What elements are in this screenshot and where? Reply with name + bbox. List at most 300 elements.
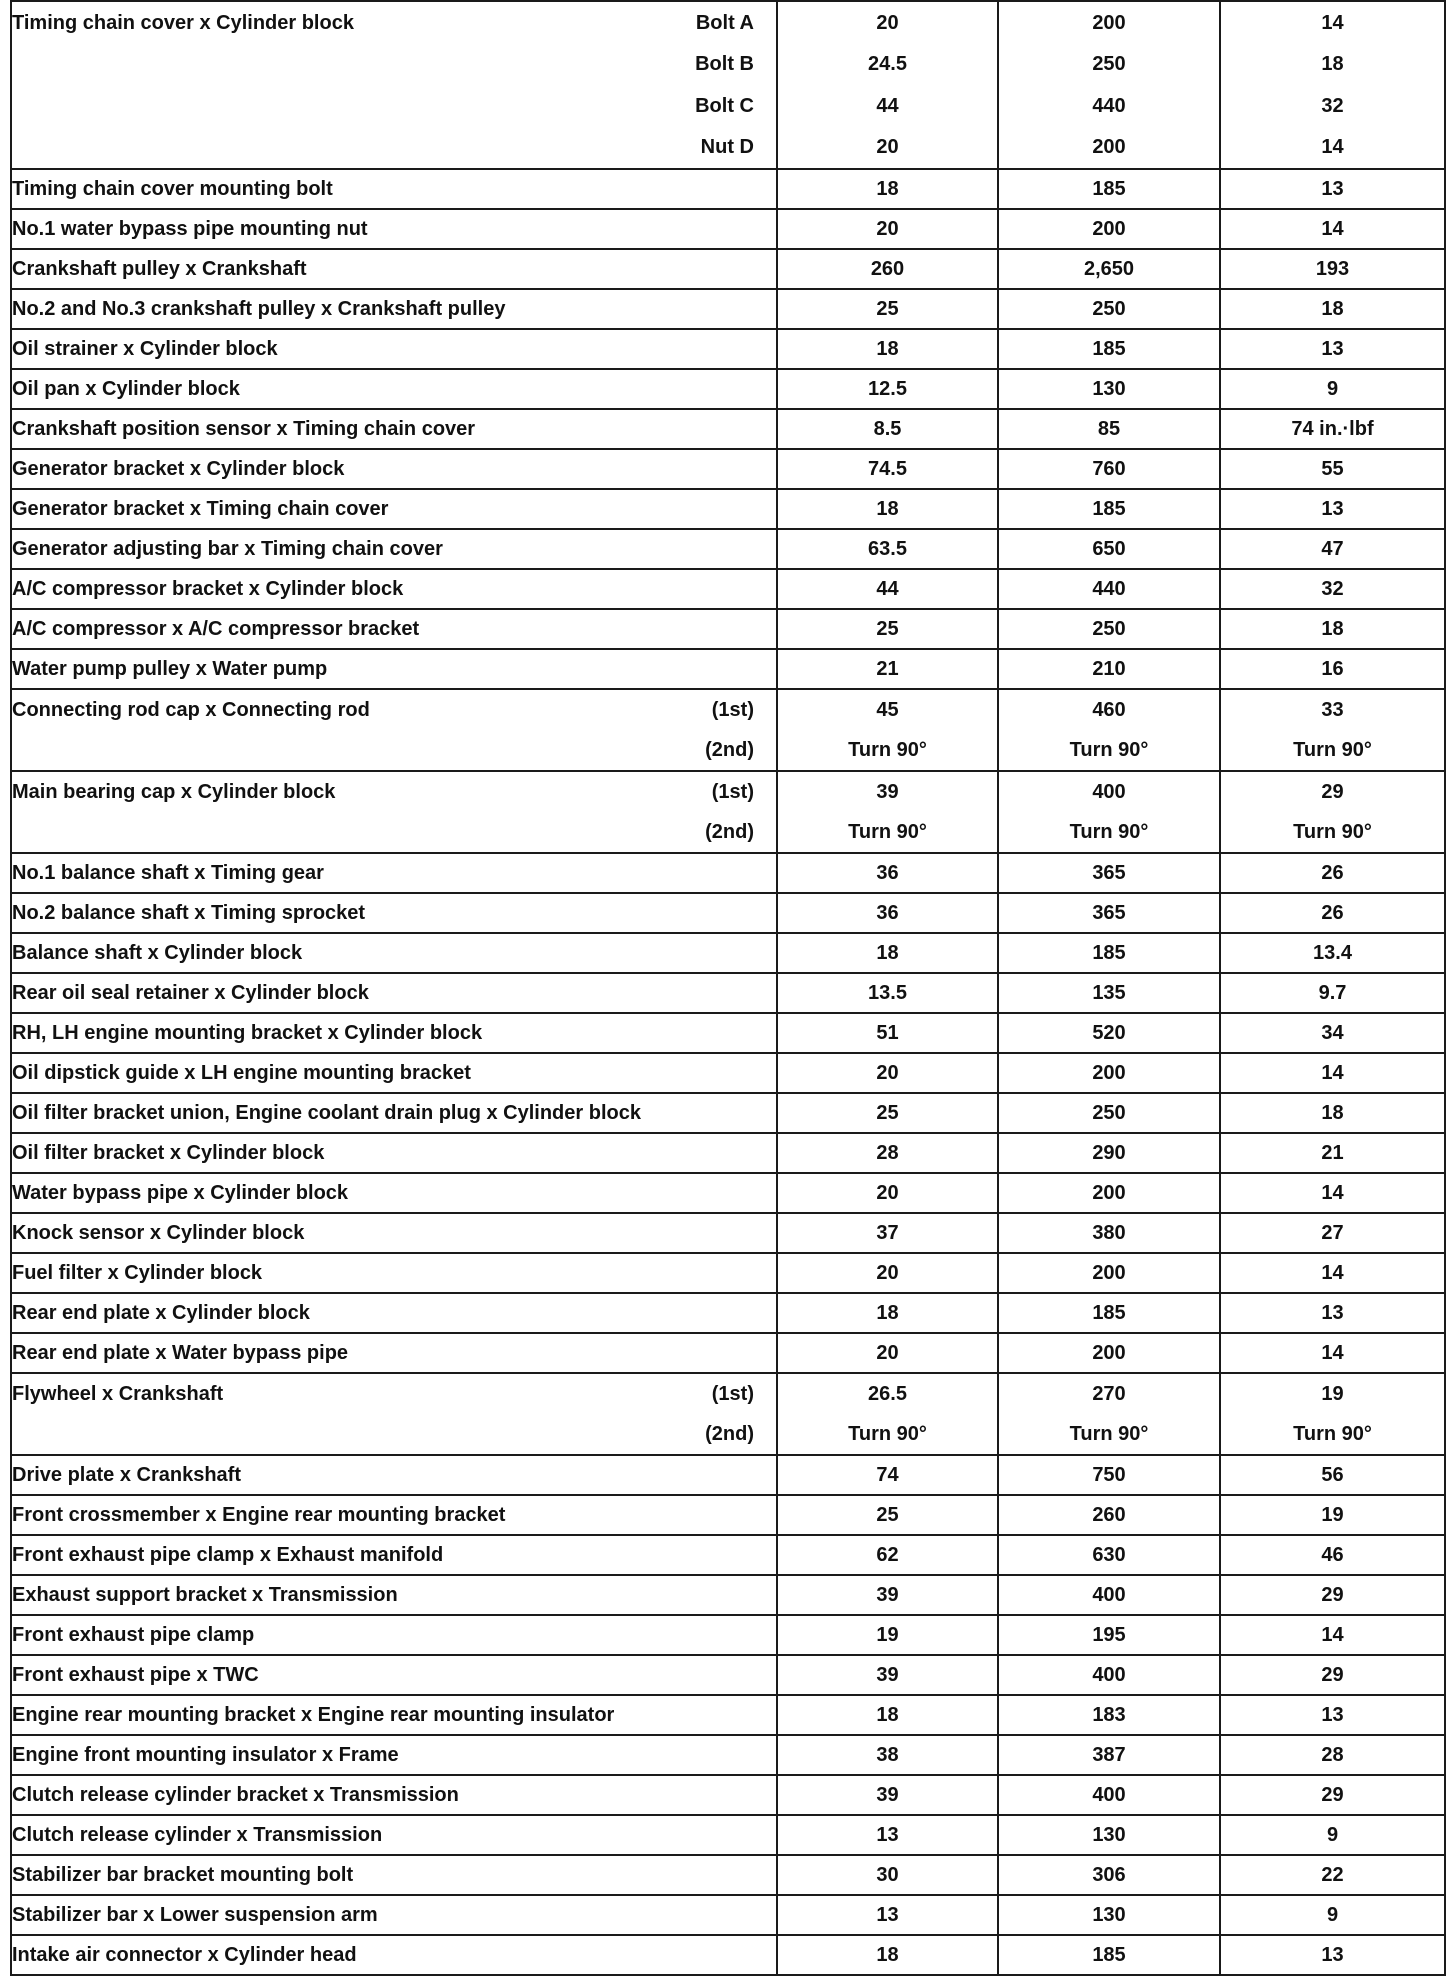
fastener-step-label: (2nd): [705, 821, 754, 843]
torque-nm-cell: 30: [777, 1855, 998, 1895]
table-row: [11, 1253, 1445, 1293]
fastener-step-label: Bolt C: [695, 94, 754, 117]
part-name-cell: [11, 169, 777, 209]
part-name: Oil dipstick guide x LH engine mounting bracket: [12, 1062, 471, 1084]
part-name: No.1 balance shaft x Timing gear: [12, 862, 324, 884]
part-name: Engine rear mounting bracket x Engine rear mounting insulator: [12, 1704, 615, 1726]
torque-nm-cell: 20: [777, 1053, 998, 1093]
torque-kgf-cm-cell: 260: [998, 1495, 1220, 1535]
part-name: No.1 water bypass pipe mounting nut: [12, 218, 368, 240]
torque-nm-cell: 25: [777, 609, 998, 649]
part-name: Generator adjusting bar x Timing chain cover: [12, 538, 443, 560]
torque-nm-cell: 63.5: [777, 529, 998, 569]
part-name-cell: [11, 609, 777, 649]
part-name-cell: [11, 249, 777, 289]
torque-kgf-cm-cell: 387: [998, 1735, 1220, 1775]
part-name-cell: [11, 369, 777, 409]
torque-ft-lbf-cell: 13: [1220, 489, 1445, 529]
torque-nm-cell: 18: [777, 1695, 998, 1735]
torque-ft-lbf-cell: 14: [1220, 1053, 1445, 1093]
torque-kgf-cm-cell: 306: [998, 1855, 1220, 1895]
torque-value: 200: [1092, 11, 1126, 34]
torque-kgf-cm-cell: 400: [998, 1655, 1220, 1695]
torque-kgf-cm-cell: 365: [998, 893, 1220, 933]
torque-ft-lbf-cell: 13: [1220, 169, 1445, 209]
table-row: [11, 1615, 1445, 1655]
torque-kgf-cm-cell: 200: [998, 1053, 1220, 1093]
torque-kgf-cm-cell: [998, 1373, 1220, 1455]
torque-ft-lbf-cell: 32: [1220, 569, 1445, 609]
table-row: [11, 649, 1445, 689]
part-name-cell: [11, 1093, 777, 1133]
torque-value: Turn 90°: [848, 821, 927, 843]
torque-value: 44: [876, 94, 899, 117]
table-row: [11, 249, 1445, 289]
torque-value: Turn 90°: [848, 739, 927, 761]
torque-nm-cell: 39: [777, 1655, 998, 1695]
part-name: Balance shaft x Cylinder block: [12, 942, 303, 964]
torque-ft-lbf-cell: 14: [1220, 1173, 1445, 1213]
part-name: Front exhaust pipe x TWC: [12, 1664, 259, 1686]
table-row: [11, 169, 1445, 209]
torque-nm-cell: 13: [777, 1815, 998, 1855]
part-name: Front exhaust pipe clamp: [12, 1624, 255, 1646]
torque-ft-lbf-cell: 21: [1220, 1133, 1445, 1173]
part-name: Knock sensor x Cylinder block: [12, 1222, 305, 1244]
part-name: Oil filter bracket union, Engine coolant drain plug x Cylinder block: [12, 1102, 641, 1124]
table-row: [11, 289, 1445, 329]
part-name-cell: [11, 1775, 777, 1815]
part-name-cell: [11, 1133, 777, 1173]
part-name-cell: [11, 1575, 777, 1615]
torque-nm-cell: 74.5: [777, 449, 998, 489]
fastener-step-label: (1st): [711, 1383, 754, 1405]
table-row: [11, 1895, 1445, 1935]
torque-ft-lbf-cell: [1220, 1, 1445, 169]
torque-ft-lbf-cell: 28: [1220, 1735, 1445, 1775]
part-name: Generator bracket x Timing chain cover: [12, 498, 389, 520]
table-row: [11, 1333, 1445, 1373]
torque-spec-table: [10, 0, 1446, 1976]
table-row: [11, 1173, 1445, 1213]
torque-ft-lbf-cell: 13: [1220, 1935, 1445, 1975]
part-name-cell: [11, 1455, 777, 1495]
torque-ft-lbf-cell: 9.7: [1220, 973, 1445, 1013]
part-name-cell: [11, 1253, 777, 1293]
torque-ft-lbf-cell: [1220, 771, 1445, 853]
part-name-cell: [11, 1173, 777, 1213]
torque-ft-lbf-cell: 18: [1220, 1093, 1445, 1133]
part-name-cell: [11, 1855, 777, 1895]
torque-ft-lbf-cell: 13: [1220, 329, 1445, 369]
table-row: [11, 1695, 1445, 1735]
table-row: [11, 1655, 1445, 1695]
part-name: Fuel filter x Cylinder block: [12, 1262, 263, 1284]
part-name-cell: [11, 209, 777, 249]
part-name-cell: [11, 409, 777, 449]
part-name-cell: [11, 1615, 777, 1655]
torque-kgf-cm-cell: 400: [998, 1575, 1220, 1615]
part-name-cell: [11, 1655, 777, 1695]
torque-ft-lbf-cell: 27: [1220, 1213, 1445, 1253]
part-name: Intake air connector x Cylinder head: [12, 1944, 357, 1966]
torque-kgf-cm-cell: 185: [998, 169, 1220, 209]
torque-ft-lbf-cell: 14: [1220, 1333, 1445, 1373]
torque-kgf-cm-cell: 290: [998, 1133, 1220, 1173]
torque-kgf-cm-cell: [998, 689, 1220, 771]
part-name-cell: [11, 1535, 777, 1575]
torque-kgf-cm-cell: 185: [998, 933, 1220, 973]
table-row: [11, 409, 1445, 449]
part-name-cell: [11, 973, 777, 1013]
table-row: [11, 933, 1445, 973]
part-name-cell: [11, 1333, 777, 1373]
torque-nm-cell: 260: [777, 249, 998, 289]
torque-kgf-cm-cell: 440: [998, 569, 1220, 609]
torque-ft-lbf-cell: 16: [1220, 649, 1445, 689]
table-row: [11, 689, 1445, 771]
part-name-cell: [11, 1495, 777, 1535]
torque-nm-cell: 20: [777, 1173, 998, 1213]
torque-value: 29: [1321, 781, 1344, 803]
torque-nm-cell: 28: [777, 1133, 998, 1173]
part-name: Water bypass pipe x Cylinder block: [12, 1182, 349, 1204]
part-name: A/C compressor bracket x Cylinder block: [12, 578, 404, 600]
torque-value: 26.5: [868, 1383, 907, 1405]
part-name: Flywheel x Crankshaft: [12, 1383, 224, 1405]
torque-nm-cell: [777, 1373, 998, 1455]
table-row: [11, 1575, 1445, 1615]
part-name: Crankshaft pulley x Crankshaft: [12, 258, 307, 280]
part-name: Main bearing cap x Cylinder block: [12, 781, 336, 803]
torque-ft-lbf-cell: 55: [1220, 449, 1445, 489]
torque-ft-lbf-cell: 29: [1220, 1775, 1445, 1815]
torque-kgf-cm-cell: 520: [998, 1013, 1220, 1053]
torque-value: Turn 90°: [1293, 1423, 1372, 1445]
part-name-cell: [11, 449, 777, 489]
torque-value: 200: [1092, 136, 1126, 159]
torque-nm-cell: 20: [777, 1333, 998, 1373]
part-name-cell: [11, 1, 777, 169]
part-name: Drive plate x Crankshaft: [12, 1464, 241, 1486]
torque-ft-lbf-cell: 193: [1220, 249, 1445, 289]
fastener-step-label: Bolt B: [695, 53, 754, 76]
part-name: Stabilizer bar bracket mounting bolt: [12, 1864, 354, 1886]
part-name: Engine front mounting insulator x Frame: [12, 1744, 399, 1766]
torque-value: 460: [1092, 699, 1126, 721]
torque-ft-lbf-cell: 26: [1220, 853, 1445, 893]
torque-kgf-cm-cell: 85: [998, 409, 1220, 449]
torque-ft-lbf-cell: 9: [1220, 1895, 1445, 1935]
torque-nm-cell: 20: [777, 209, 998, 249]
torque-kgf-cm-cell: 185: [998, 1935, 1220, 1975]
part-name-cell: [11, 1213, 777, 1253]
torque-ft-lbf-cell: 19: [1220, 1495, 1445, 1535]
torque-kgf-cm-cell: 183: [998, 1695, 1220, 1735]
table-row: [11, 1815, 1445, 1855]
part-name-cell: [11, 1815, 777, 1855]
torque-nm-cell: 18: [777, 169, 998, 209]
table-row: [11, 609, 1445, 649]
torque-kgf-cm-cell: [998, 1, 1220, 169]
table-row: [11, 853, 1445, 893]
torque-value: Turn 90°: [1293, 739, 1372, 761]
torque-kgf-cm-cell: 2,650: [998, 249, 1220, 289]
table-row: [11, 449, 1445, 489]
torque-value: 19: [1321, 1383, 1344, 1405]
part-name: Generator bracket x Cylinder block: [12, 458, 345, 480]
part-name-cell: [11, 933, 777, 973]
torque-kgf-cm-cell: 365: [998, 853, 1220, 893]
torque-kgf-cm-cell: 210: [998, 649, 1220, 689]
table-row: [11, 771, 1445, 853]
torque-nm-cell: [777, 689, 998, 771]
torque-value: 20: [876, 136, 899, 159]
part-name: Crankshaft position sensor x Timing chain cover: [12, 418, 476, 440]
torque-kgf-cm-cell: 200: [998, 1253, 1220, 1293]
part-name: Oil filter bracket x Cylinder block: [12, 1142, 325, 1164]
torque-kgf-cm-cell: 135: [998, 973, 1220, 1013]
torque-ft-lbf-cell: 14: [1220, 1615, 1445, 1655]
part-name: Stabilizer bar x Lower suspension arm: [12, 1904, 378, 1926]
torque-ft-lbf-cell: 29: [1220, 1575, 1445, 1615]
torque-nm-cell: 20: [777, 1253, 998, 1293]
torque-kgf-cm-cell: 630: [998, 1535, 1220, 1575]
table-row: [11, 893, 1445, 933]
part-name: No.2 and No.3 crankshaft pulley x Crankshaft pulley: [12, 298, 506, 320]
torque-kgf-cm-cell: 185: [998, 489, 1220, 529]
torque-value: 33: [1321, 699, 1344, 721]
torque-ft-lbf-cell: 9: [1220, 369, 1445, 409]
torque-nm-cell: 18: [777, 1935, 998, 1975]
torque-nm-cell: 37: [777, 1213, 998, 1253]
torque-nm-cell: 51: [777, 1013, 998, 1053]
part-name: Oil pan x Cylinder block: [12, 378, 240, 400]
torque-kgf-cm-cell: [998, 771, 1220, 853]
torque-nm-cell: 21: [777, 649, 998, 689]
torque-nm-cell: 13.5: [777, 973, 998, 1013]
torque-kgf-cm-cell: 200: [998, 1173, 1220, 1213]
torque-ft-lbf-cell: 9: [1220, 1815, 1445, 1855]
fastener-step-label: (2nd): [705, 1423, 754, 1445]
torque-ft-lbf-cell: [1220, 689, 1445, 771]
table-row: [11, 1855, 1445, 1895]
torque-value: 270: [1092, 1383, 1126, 1405]
table-row: [11, 1935, 1445, 1975]
torque-value: Turn 90°: [1293, 821, 1372, 843]
part-name: Front exhaust pipe clamp x Exhaust manifold: [12, 1544, 444, 1566]
table-row: [11, 489, 1445, 529]
table-row: [11, 329, 1445, 369]
fastener-step-label: (1st): [711, 699, 754, 721]
fastener-step-label: Bolt A: [695, 11, 754, 34]
torque-kgf-cm-cell: 380: [998, 1213, 1220, 1253]
table-row: [11, 1133, 1445, 1173]
torque-value: 39: [876, 781, 899, 803]
part-name: Timing chain cover mounting bolt: [12, 178, 333, 200]
part-name-cell: [11, 771, 777, 853]
part-name-cell: [11, 1935, 777, 1975]
table-row: [11, 1, 1445, 169]
torque-ft-lbf-cell: 34: [1220, 1013, 1445, 1053]
part-name: RH, LH engine mounting bracket x Cylinder block: [12, 1022, 483, 1044]
part-name: No.2 balance shaft x Timing sprocket: [12, 902, 366, 924]
part-name: A/C compressor x A/C compressor bracket: [12, 618, 420, 640]
table-row: [11, 1455, 1445, 1495]
part-name: Connecting rod cap x Connecting rod: [12, 699, 370, 721]
part-name: Rear end plate x Water bypass pipe: [12, 1342, 349, 1364]
torque-kgf-cm-cell: 195: [998, 1615, 1220, 1655]
table-row: [11, 1775, 1445, 1815]
table-row: [11, 1495, 1445, 1535]
torque-ft-lbf-cell: 22: [1220, 1855, 1445, 1895]
torque-value: 400: [1092, 781, 1126, 803]
part-name-cell: [11, 1293, 777, 1333]
torque-ft-lbf-cell: 29: [1220, 1655, 1445, 1695]
part-name-cell: [11, 1013, 777, 1053]
table-row: [11, 569, 1445, 609]
torque-ft-lbf-cell: 46: [1220, 1535, 1445, 1575]
torque-value: 45: [876, 699, 899, 721]
table-row: [11, 1053, 1445, 1093]
part-name-cell: [11, 649, 777, 689]
part-name-cell: [11, 489, 777, 529]
table-row: [11, 529, 1445, 569]
torque-value: 14: [1321, 136, 1344, 159]
torque-kgf-cm-cell: 130: [998, 369, 1220, 409]
torque-ft-lbf-cell: 13: [1220, 1293, 1445, 1333]
part-name-cell: [11, 1895, 777, 1935]
torque-ft-lbf-cell: 47: [1220, 529, 1445, 569]
fastener-step-label: (1st): [711, 781, 754, 803]
table-row: [11, 1293, 1445, 1333]
torque-kgf-cm-cell: 650: [998, 529, 1220, 569]
torque-ft-lbf-cell: 14: [1220, 1253, 1445, 1293]
torque-kgf-cm-cell: 750: [998, 1455, 1220, 1495]
torque-nm-cell: 36: [777, 893, 998, 933]
torque-nm-cell: 8.5: [777, 409, 998, 449]
part-name-cell: [11, 1053, 777, 1093]
part-name-cell: [11, 289, 777, 329]
torque-value: Turn 90°: [1069, 739, 1149, 761]
table-row: [11, 1013, 1445, 1053]
part-name-cell: [11, 329, 777, 369]
torque-ft-lbf-cell: 14: [1220, 209, 1445, 249]
torque-nm-cell: 18: [777, 1293, 998, 1333]
torque-kgf-cm-cell: 250: [998, 1093, 1220, 1133]
part-name: Oil strainer x Cylinder block: [12, 338, 278, 360]
torque-ft-lbf-cell: 74 in.·lbf: [1220, 409, 1445, 449]
torque-value: 18: [1321, 53, 1344, 76]
torque-spec-body: [11, 1, 1445, 1975]
torque-value: 14: [1321, 11, 1344, 34]
torque-value: 32: [1321, 94, 1344, 117]
torque-nm-cell: 74: [777, 1455, 998, 1495]
torque-nm-cell: 19: [777, 1615, 998, 1655]
part-name: Rear oil seal retainer x Cylinder block: [12, 982, 369, 1004]
part-name-cell: [11, 1373, 777, 1455]
torque-nm-cell: 12.5: [777, 369, 998, 409]
part-name: Clutch release cylinder x Transmission: [12, 1824, 383, 1846]
torque-nm-cell: [777, 771, 998, 853]
fastener-step-label: (2nd): [705, 739, 754, 761]
torque-nm-cell: 25: [777, 1093, 998, 1133]
torque-value: 20: [876, 11, 899, 34]
table-row: [11, 1373, 1445, 1455]
torque-ft-lbf-cell: 18: [1220, 289, 1445, 329]
torque-ft-lbf-cell: 13: [1220, 1695, 1445, 1735]
torque-nm-cell: 18: [777, 933, 998, 973]
part-name: Front crossmember x Engine rear mounting bracket: [12, 1504, 506, 1526]
torque-kgf-cm-cell: 200: [998, 1333, 1220, 1373]
table-row: [11, 1093, 1445, 1133]
part-name-cell: [11, 569, 777, 609]
torque-nm-cell: 25: [777, 1495, 998, 1535]
part-name: Clutch release cylinder bracket x Transmission: [12, 1784, 459, 1806]
table-row: [11, 973, 1445, 1013]
torque-value: 250: [1092, 53, 1126, 76]
torque-ft-lbf-cell: [1220, 1373, 1445, 1455]
torque-kgf-cm-cell: 185: [998, 1293, 1220, 1333]
torque-nm-cell: [777, 1, 998, 169]
torque-value: 24.5: [868, 53, 907, 76]
torque-kgf-cm-cell: 250: [998, 289, 1220, 329]
part-name-cell: [11, 1735, 777, 1775]
torque-value: Turn 90°: [848, 1423, 927, 1445]
torque-kgf-cm-cell: 760: [998, 449, 1220, 489]
torque-kgf-cm-cell: 185: [998, 329, 1220, 369]
torque-value: Turn 90°: [1069, 1423, 1149, 1445]
table-row: [11, 1213, 1445, 1253]
torque-kgf-cm-cell: 400: [998, 1775, 1220, 1815]
torque-value: 440: [1092, 94, 1126, 117]
table-row: [11, 369, 1445, 409]
torque-kgf-cm-cell: 250: [998, 609, 1220, 649]
table-row: [11, 209, 1445, 249]
part-name-cell: [11, 1695, 777, 1735]
part-name: Exhaust support bracket x Transmission: [12, 1584, 398, 1606]
part-name: Water pump pulley x Water pump: [12, 658, 328, 680]
torque-ft-lbf-cell: 18: [1220, 609, 1445, 649]
part-name-cell: [11, 853, 777, 893]
torque-nm-cell: 39: [777, 1575, 998, 1615]
torque-nm-cell: 18: [777, 329, 998, 369]
part-name-cell: [11, 893, 777, 933]
torque-nm-cell: 13: [777, 1895, 998, 1935]
torque-nm-cell: 18: [777, 489, 998, 529]
torque-value: Turn 90°: [1069, 821, 1149, 843]
part-name: Rear end plate x Cylinder block: [12, 1302, 310, 1324]
fastener-step-label: Nut D: [700, 136, 754, 159]
torque-nm-cell: 38: [777, 1735, 998, 1775]
torque-nm-cell: 36: [777, 853, 998, 893]
table-row: [11, 1735, 1445, 1775]
torque-kgf-cm-cell: 130: [998, 1815, 1220, 1855]
table-row: [11, 1535, 1445, 1575]
torque-kgf-cm-cell: 130: [998, 1895, 1220, 1935]
torque-ft-lbf-cell: 56: [1220, 1455, 1445, 1495]
torque-nm-cell: 39: [777, 1775, 998, 1815]
torque-nm-cell: 44: [777, 569, 998, 609]
part-name: Timing chain cover x Cylinder block: [12, 11, 354, 34]
torque-nm-cell: 25: [777, 289, 998, 329]
torque-nm-cell: 62: [777, 1535, 998, 1575]
part-name-cell: [11, 529, 777, 569]
part-name-cell: [11, 689, 777, 771]
torque-ft-lbf-cell: 26: [1220, 893, 1445, 933]
torque-ft-lbf-cell: 13.4: [1220, 933, 1445, 973]
torque-kgf-cm-cell: 200: [998, 209, 1220, 249]
